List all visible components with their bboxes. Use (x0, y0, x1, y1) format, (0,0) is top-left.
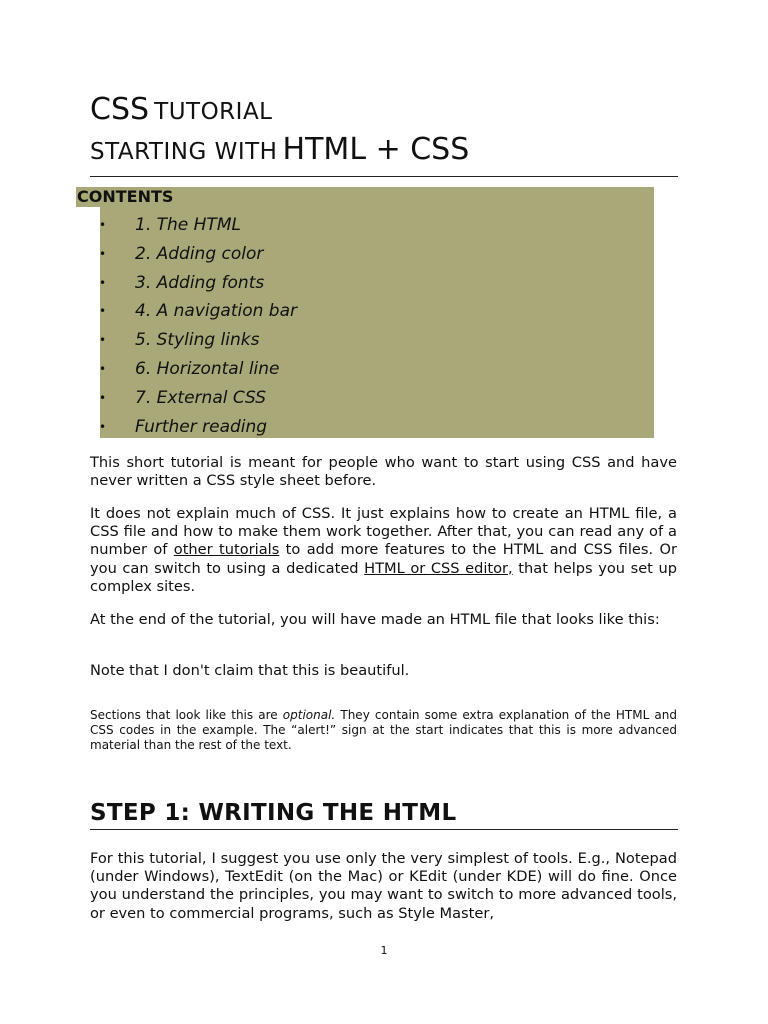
bullet-icon: • (99, 218, 107, 232)
bullet-icon: • (99, 390, 107, 405)
note-emphasis: optional. (282, 708, 336, 722)
title-tutorial: TUTORIAL (154, 99, 273, 125)
toc-item-label: 2. Adding color (135, 243, 264, 264)
note-paragraph: Note that I don't claim that this is beautiful. (90, 662, 410, 679)
toc-item-label: 3. Adding fonts (135, 272, 265, 293)
table-of-contents (90, 211, 297, 441)
title-css: CSS (90, 92, 150, 127)
toc-item-external-css[interactable] (90, 384, 297, 413)
html-css-editor-link[interactable]: HTML or CSS editor, (364, 559, 513, 577)
toc-item-label: Further reading (135, 416, 268, 437)
toc-item-adding-fonts[interactable] (90, 269, 297, 298)
toc-item-label: 1. The HTML (135, 215, 241, 235)
other-tutorials-link[interactable]: other tutorials (173, 541, 280, 559)
explanation-text-1: It does not explain much of CSS. It just explains how to create an HTML file, a CSS file and how to make them work together. After that, you can read any of a number of (90, 505, 677, 559)
explanation-text-2: to add more features to the HTML and CSS files. Or you can switch to using a dedicated (90, 541, 677, 577)
toc-item-horizontal-line[interactable] (90, 355, 297, 384)
toc-item-further-reading[interactable] (90, 413, 297, 442)
note-text-1: Sections that look like this are (90, 708, 283, 722)
page-number: 1 (380, 944, 388, 957)
toc-item-label: 5. Styling links (135, 330, 260, 351)
bullet-icon: • (99, 361, 107, 376)
explanation-paragraph (90, 505, 677, 596)
toc-item-adding-color[interactable] (90, 240, 297, 269)
intro-paragraph: This short tutorial is meant for people who want to start using CSS and have never written a CSS style sheet before. (90, 454, 677, 490)
title-html-css: HTML + CSS (282, 132, 470, 167)
optional-section-note (90, 708, 677, 753)
document-title (90, 92, 678, 177)
result-paragraph: At the end of the tutorial, you will have made an HTML file that looks like this: (90, 611, 660, 628)
toc-item-the-html[interactable] (90, 211, 297, 240)
contents-heading: CONTENTS (76, 187, 179, 207)
title-line-2 (90, 132, 678, 172)
bullet-icon: • (99, 419, 107, 434)
title-starting-with: STARTING WITH (90, 139, 278, 165)
toc-item-label: 4. A navigation bar (135, 301, 298, 322)
toc-item-label: 6. Horizontal line (135, 358, 280, 379)
step-1-paragraph: For this tutorial, I suggest you use only the very simplest of tools. E.g., Notepad (under Windows), TextEdit (on the Mac) or KEdit (under KDE) will do fine. Once you understand the principles, you may want to switch to more advanced tools, or even to commercial programs, such as Style Master, (90, 850, 677, 922)
bullet-icon: • (99, 246, 107, 261)
toc-item-navigation-bar[interactable] (90, 297, 297, 326)
bullet-icon: • (99, 333, 107, 348)
toc-item-label: 7. External CSS (135, 387, 267, 408)
bullet-icon: • (99, 275, 107, 290)
step-1-heading: STEP 1: WRITING THE HTML (90, 798, 678, 830)
title-line-1 (90, 92, 678, 132)
explanation-text-3: that helps you set up complex sites. (90, 559, 677, 595)
note-text-2: They contain some extra explanation of the HTML and CSS codes in the example. The “alert!” sign at the start indicates that this is more advanced material than the rest of the text. (90, 708, 678, 752)
bullet-icon: • (99, 304, 107, 319)
toc-item-styling-links[interactable] (90, 326, 297, 355)
